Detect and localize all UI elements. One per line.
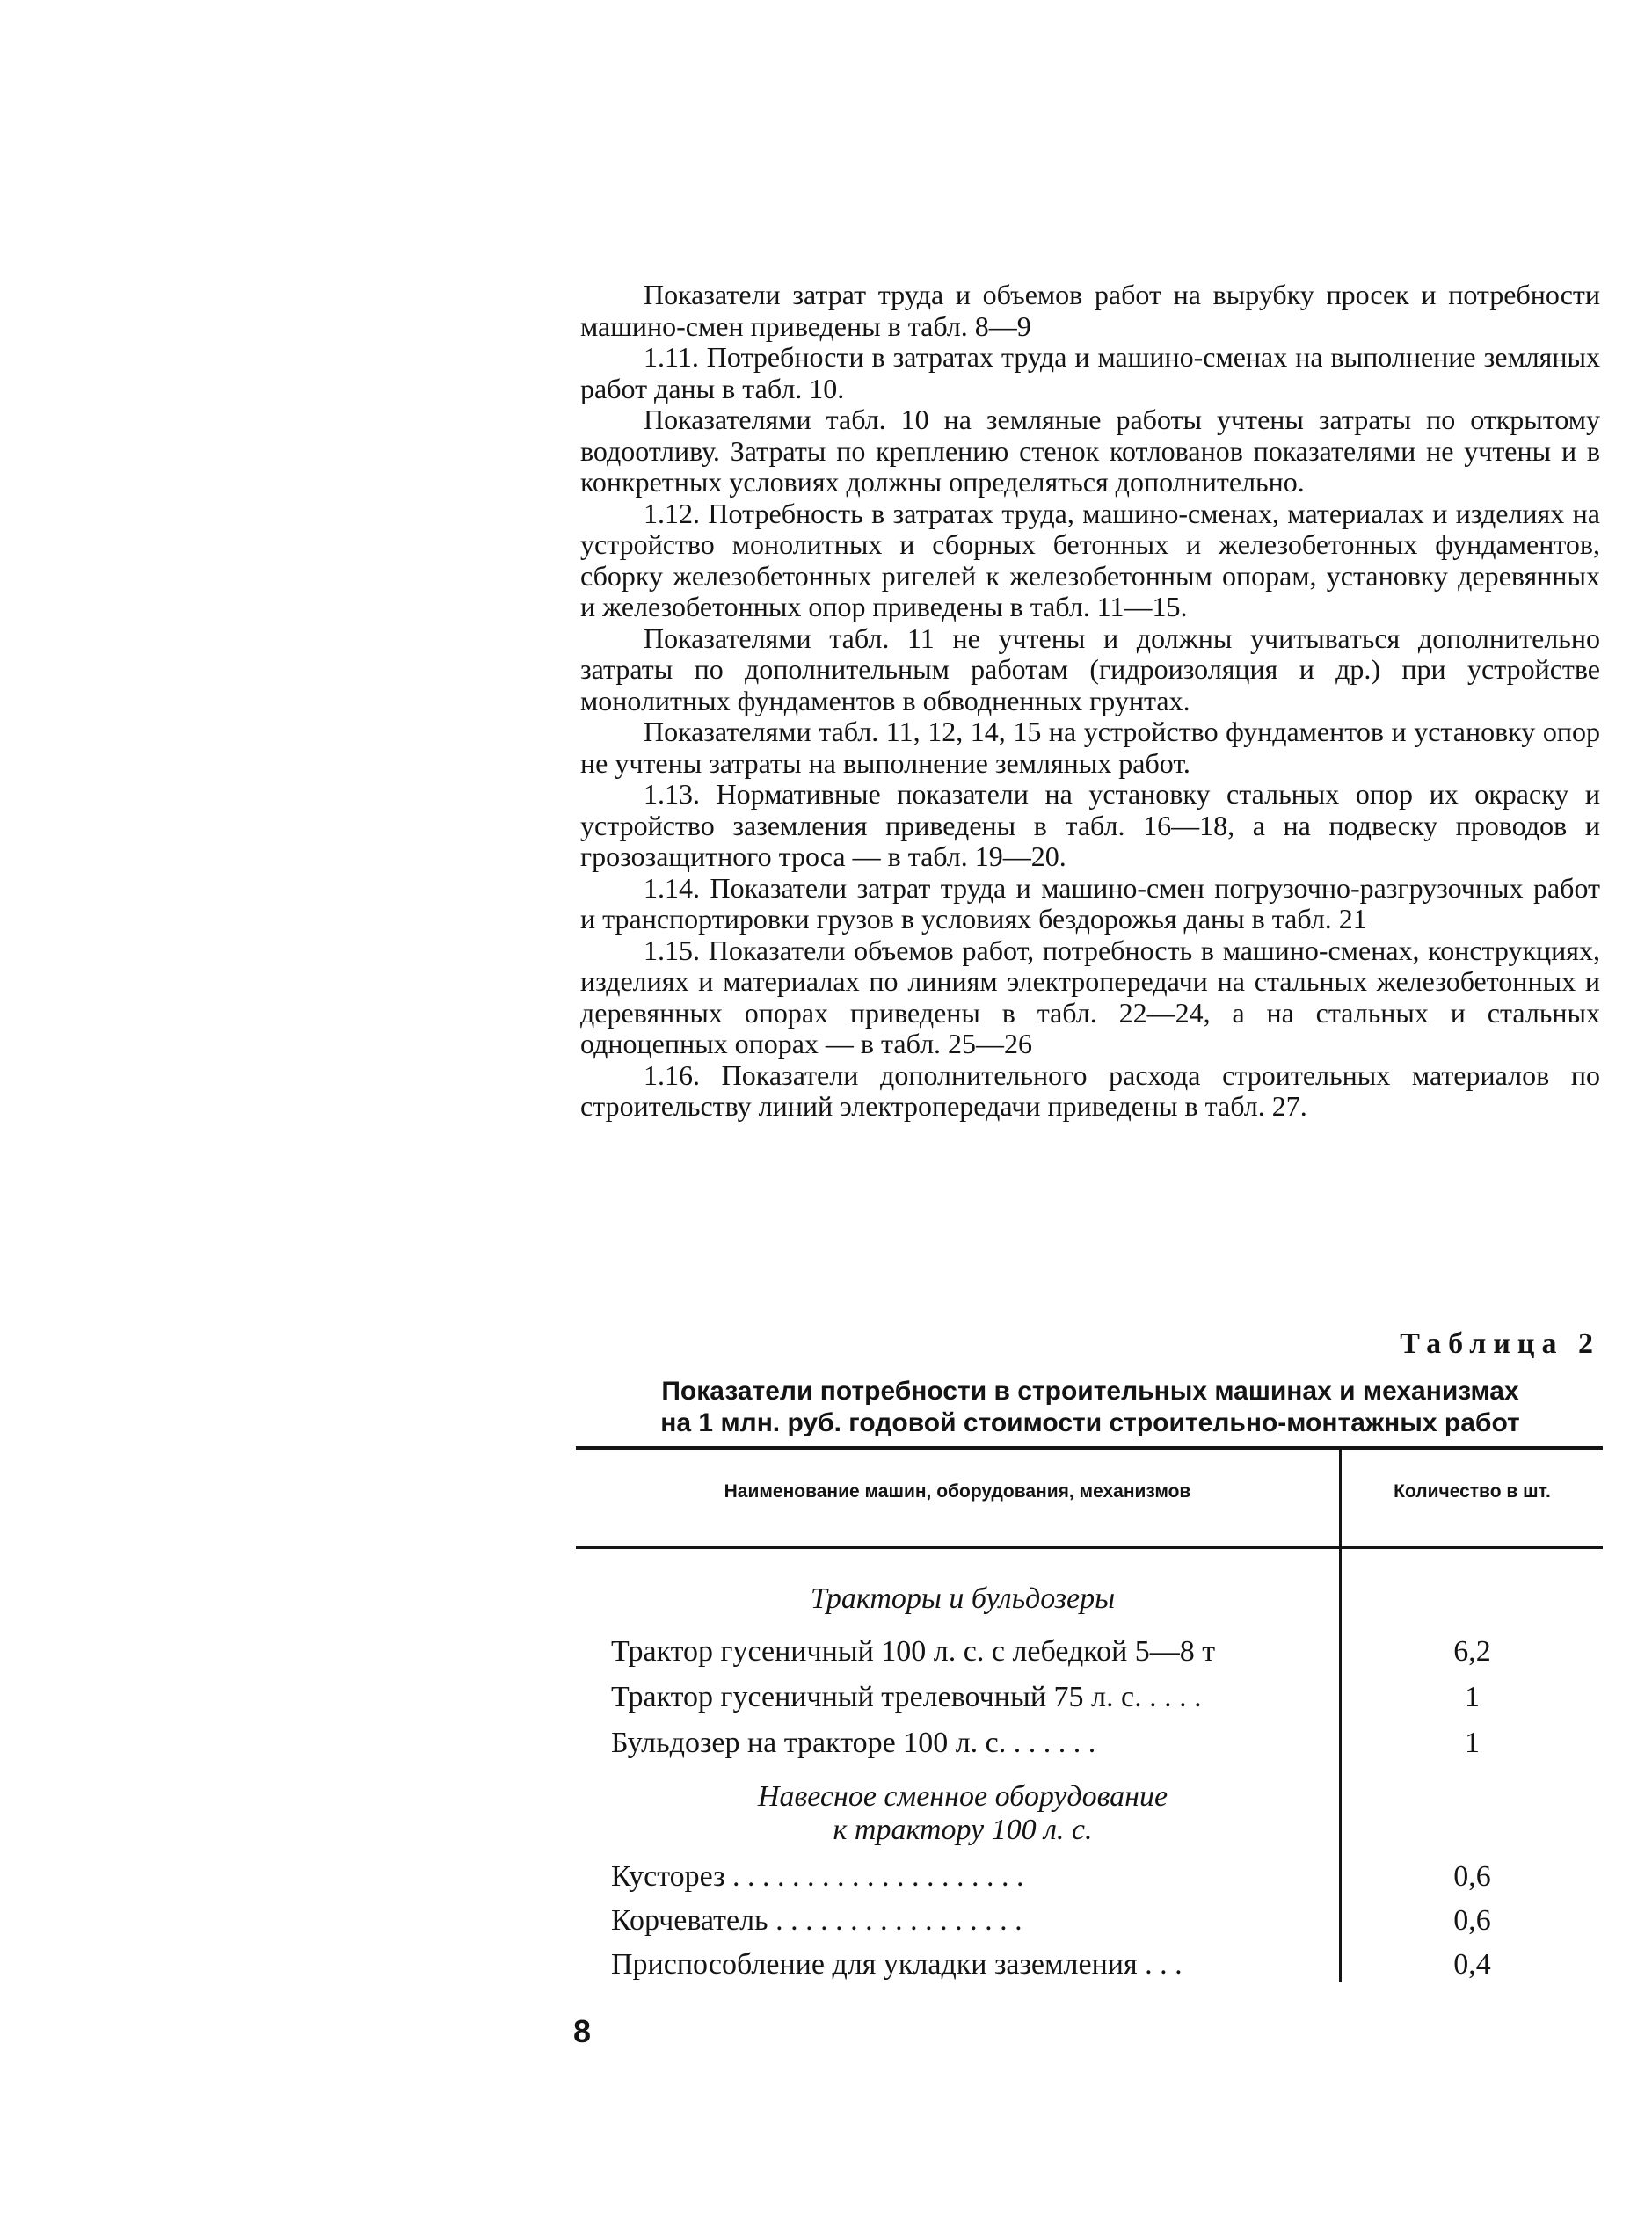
row-quantity: 1	[1465, 1727, 1480, 1759]
column-header-name: Наименование машин, оборудования, механизмов	[724, 1481, 1191, 1502]
paragraph: 1.12. Потребность в затратах труда, машино-сменах, материалах и изделиях на устройство монолитных и сборных бетонных и железобетонных фундаментов, сборку железобетонных ригелей к железобетонным опорам, установку деревянных и железобетонных опор приведены в табл. 11—15.	[580, 497, 1600, 622]
table-top-rule	[576, 1446, 1603, 1450]
row-name: Корчеватель . . . . . . . . . . . . . . . . .	[611, 1904, 1022, 1937]
table-row	[611, 1633, 1603, 1671]
row-name: Бульдозер на тракторе 100 л. с. . . . . . .	[611, 1727, 1096, 1759]
paragraph: Показатели затрат труда и объемов работ на вырубку просек и потребности машино-смен приведены в табл. 8—9	[580, 279, 1600, 342]
paragraph: 1.14. Показатели затрат труда и машино-смен погрузочно-разгрузочных работ и транспортировки грузов в условиях бездорожья даны в табл. 21	[580, 871, 1600, 935]
row-name: Трактор гусеничный трелевочный 75 л. с. . . . .	[611, 1681, 1202, 1713]
paragraph: 1.16. Показатели дополнительного расхода строительных материалов по строительству линий электропередачи приведены в табл. 27.	[580, 1058, 1600, 1122]
paragraph: Показателями табл. 11 не учтены и должны учитываться дополнительно затраты по дополнительным работам (гидроизоляция и др.) при устройстве монолитных фундаментов в обводненных грунтах.	[580, 622, 1600, 716]
section-title-tractors: Тракторы и бульдозеры	[810, 1582, 1116, 1615]
row-quantity: 0,4	[1453, 1948, 1491, 1981]
paragraph: Показателями табл. 11, 12, 14, 15 на устройство фундаментов и установку опор не учтены затраты на выполнение земляных работ.	[580, 716, 1600, 779]
section-title-line: Навесное сменное оборудование	[757, 1780, 1168, 1813]
row-name: Приспособление для укладки заземления . . .	[611, 1948, 1183, 1981]
paragraph: 1.13. Нормативные показатели на установку стальных опор их окраску и устройство заземления приведены в табл. 16—18, а на подвеску проводов и грозозащитного троса — в табл. 19—20.	[580, 778, 1600, 872]
table-row	[611, 1945, 1603, 1984]
row-quantity: 0,6	[1453, 1860, 1491, 1893]
table-header-rule	[576, 1546, 1603, 1549]
table-row	[611, 1858, 1603, 1896]
column-header-quantity: Количество в шт.	[1394, 1481, 1551, 1502]
paragraph: Показателями табл. 10 на земляные работы учтены затраты по открытому водоотливу. Затраты по креплению стенок котлованов показателями не учтены и в конкретных условиях должны определяться дополнительно.	[580, 404, 1600, 498]
section-title-line: к трактору 100 л. с.	[833, 1814, 1093, 1846]
row-quantity: 0,6	[1453, 1904, 1491, 1937]
machinery-table	[576, 1446, 1603, 1982]
row-quantity: 6,2	[1453, 1635, 1491, 1668]
table-caption-line: на 1 млн. руб. годовой стоимости строительно-монтажных работ	[660, 1408, 1520, 1437]
table-label: Таблица 2	[1400, 1327, 1600, 1360]
section-title-attachments	[611, 1780, 1314, 1847]
table-caption	[580, 1376, 1600, 1439]
paragraph: 1.15. Показатели объемов работ, потребность в машино-сменах, конструкциях, изделиях и материалах по линиям электропередачи на стальных железобетонных и деревянных опорах приведены в табл. 22—24, а на стальных и стальных одноцепных опорах — в табл. 25—26	[580, 934, 1600, 1059]
row-name: Кусторез . . . . . . . . . . . . . . . . . . . .	[611, 1860, 1024, 1893]
table-row	[611, 1902, 1603, 1940]
row-quantity: 1	[1465, 1681, 1480, 1713]
table-row	[611, 1724, 1603, 1763]
row-name: Трактор гусеничный 100 л. с. с лебедкой 5—8 т	[611, 1635, 1216, 1668]
paragraph: 1.11. Потребности в затратах труда и машино-сменах на выполнение земляных работ даны в табл. 10.	[580, 341, 1600, 404]
table-row	[611, 1678, 1603, 1717]
body-text	[580, 280, 1600, 1123]
page-number: 8	[573, 2013, 592, 2049]
table-caption-line: Показатели потребности в строительных машинах и механизмах	[661, 1377, 1519, 1406]
